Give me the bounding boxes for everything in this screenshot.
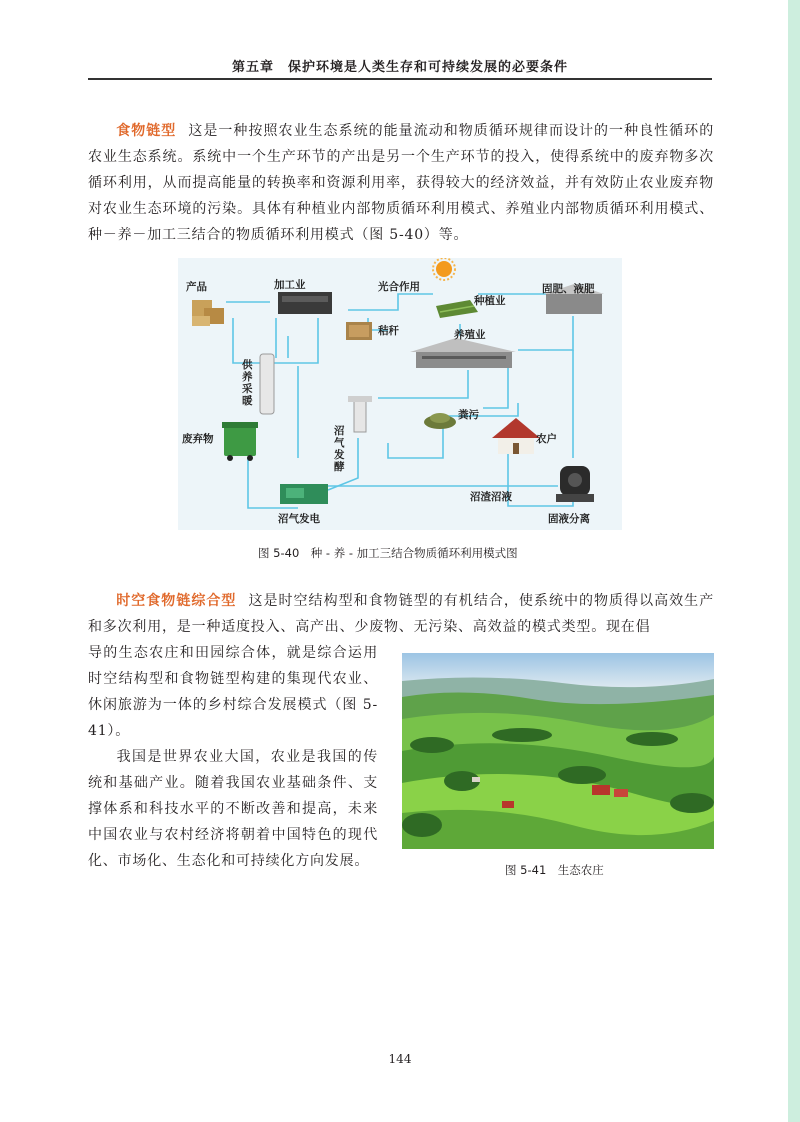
label-heating-4: 暖 xyxy=(242,395,253,407)
label-planting: 种植业 xyxy=(474,295,506,307)
hot-water-tank-icon xyxy=(260,354,274,414)
label-residue: 沼渣沼液 xyxy=(470,491,512,503)
term-spacetime-food-chain: 时空食物链综合型 xyxy=(116,593,237,609)
agriculture-body: 我国是世界农业大国，农业是我国的传统和基础产业。随着我国农业基础条件、支撑体系和科技水平的不断改善和提高，未来中国农业与农村经济将朝着中国特色的现代化、市场化、生态化和可持续化方向发展。 xyxy=(88,749,378,869)
separator-machine-icon xyxy=(556,466,594,502)
agriculture-paragraph xyxy=(88,744,378,874)
section-spacetime-intro xyxy=(88,588,714,640)
spacetime-body-narrow: 导的生态农庄和田园综合体，就是综合运用时空结构型和食物链型构建的集现代农业、休闲旅游为一体的乡村综合发展模式（图 5-41）。 xyxy=(88,645,378,739)
figure-5-40-caption: 图 5-40 种 - 养 - 加工三结合物质循环利用模式图 xyxy=(258,546,518,560)
cycle-diagram xyxy=(178,258,622,530)
waste-bin-icon xyxy=(222,422,258,461)
label-heating-1: 供 xyxy=(242,359,253,371)
label-breeding: 养殖业 xyxy=(454,329,486,341)
label-household: 农户 xyxy=(536,433,557,445)
section-food-chain xyxy=(88,118,714,248)
spacetime-body-wide: 这是时空结构型和食物链型的有机结合，使系统中的物质得以高效生产和多次利用，是一种适度投入、高产出、少废物、无污染、高效益的模式类型。现在倡 xyxy=(88,593,714,635)
label-compost: 固肥、液肥 xyxy=(542,283,595,295)
label-straw: 秸秆 xyxy=(378,325,399,337)
label-waste: 废弃物 xyxy=(182,433,214,445)
label-photosynthesis: 光合作用 xyxy=(378,281,420,293)
generator-icon xyxy=(280,484,328,504)
label-ferment-1: 沼 xyxy=(334,425,345,437)
label-ferment-3: 发 xyxy=(334,449,345,461)
label-heating-2: 养 xyxy=(242,371,253,383)
food-chain-body: 这是一种按照农业生态系统的能量流动和物质循环规律而设计的一种良性循环的农业生态系统。系统中一个生产环节的产出是另一个生产环节的投入，使得系统中的废弃物多次循环利用，从而提高能量的转换率和资源利用率，获得较大的经济效益，并有效防止农业废弃物对农业生态环境的污染。具体有种植业内部物质循环利用模式、养殖业内部物质循环利用模式、种－养－加工三结合的物质循环利用模式（图 5-40）等。 xyxy=(88,123,714,243)
label-processing: 加工业 xyxy=(274,279,306,291)
label-product: 产品 xyxy=(186,281,207,293)
header-rule xyxy=(88,78,712,80)
straw-bale-icon xyxy=(346,322,372,340)
label-heating-3: 采 xyxy=(242,383,253,395)
label-biogas-power: 沼气发电 xyxy=(278,513,320,525)
side-color-band xyxy=(788,0,800,1122)
factory-icon xyxy=(278,292,332,314)
term-food-chain: 食物链型 xyxy=(116,123,177,139)
label-ferment-2: 气 xyxy=(334,437,345,449)
label-ferment-4: 酵 xyxy=(334,461,345,473)
eco-farm-photo xyxy=(402,653,714,849)
figure-5-41-caption: 图 5-41 生态农庄 xyxy=(505,863,604,877)
chapter-header: 第五章 保护环境是人类生存和可持续发展的必要条件 xyxy=(231,60,568,75)
page-number: 144 xyxy=(388,1052,412,1066)
label-separation: 固液分离 xyxy=(548,513,590,525)
label-manure: 粪污 xyxy=(458,409,479,421)
